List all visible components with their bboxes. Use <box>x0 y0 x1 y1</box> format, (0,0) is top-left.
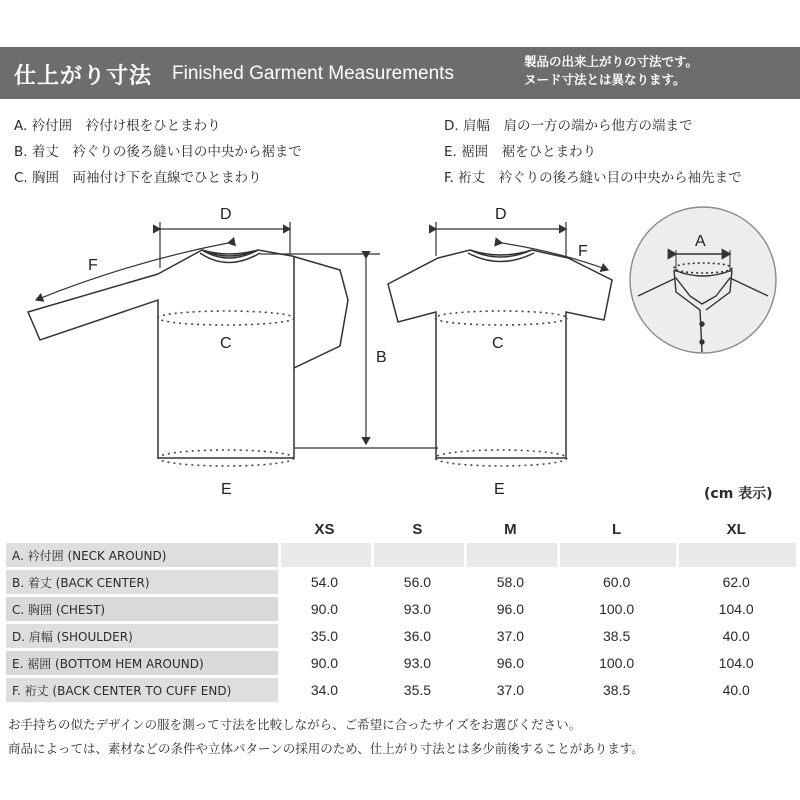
page-title-jp: 仕上がり寸法 <box>14 64 153 89</box>
cell-value <box>557 543 677 567</box>
shirt-back-illustration <box>388 250 612 458</box>
definition-b: B. 着丈 衿ぐりの後ろ縫い目の中央から裾まで <box>14 144 302 160</box>
table-row <box>6 597 796 621</box>
row-label: C. 胸囲 (CHEST) <box>6 597 278 621</box>
row-label: D. 肩幅 (SHOULDER) <box>6 624 278 648</box>
size-header-s: S <box>412 520 423 538</box>
footer-note-line1: お手持ちの似たデザインの服を測って寸法を比較しながら、ご希望に合ったサイズをお選びください。 <box>8 717 582 732</box>
table-row <box>6 624 796 648</box>
row-label: B. 着丈 (BACK CENTER) <box>6 570 278 594</box>
cell-value: 100.0 <box>557 651 677 675</box>
label-e-front: E <box>221 481 232 498</box>
size-header-row <box>6 518 796 540</box>
row-label: F. 裄丈 (BACK CENTER TO CUFF END) <box>6 678 278 702</box>
cell-value: 58.0 <box>464 570 557 594</box>
footer-notes <box>8 713 644 761</box>
table-row <box>6 651 796 675</box>
definition-d: D. 肩幅 肩の一方の端から他方の端まで <box>444 118 693 134</box>
cell-value: 90.0 <box>278 651 371 675</box>
cell-value <box>278 543 371 567</box>
table-row <box>6 543 796 567</box>
definition-e: E. 裾囲 裾をひとまわり <box>444 144 597 160</box>
header-banner <box>0 47 800 99</box>
header-note-line1: 製品の出来上がりの寸法です。 <box>524 54 699 69</box>
cell-value: 62.0 <box>676 570 796 594</box>
unit-label: (cm 表示) <box>704 486 773 502</box>
header-note-line2: ヌード寸法とは異なります。 <box>524 72 686 87</box>
label-d-back: D <box>495 206 507 223</box>
size-header-xl: XL <box>726 520 746 538</box>
cell-value: 60.0 <box>557 570 677 594</box>
definition-f: F. 裄丈 衿ぐりの後ろ縫い目の中央から袖先まで <box>444 170 742 186</box>
cell-value: 104.0 <box>676 597 796 621</box>
cell-value: 104.0 <box>676 651 796 675</box>
definition-c: C. 胸囲 両袖付け下を直線でひとまわり <box>14 170 262 186</box>
label-f-front: F <box>88 257 98 274</box>
label-b: B <box>376 349 387 366</box>
label-c-front: C <box>220 335 232 352</box>
size-header-blank <box>6 518 278 540</box>
definitions-left <box>14 113 302 191</box>
definitions-right <box>444 113 742 191</box>
cell-value: 35.0 <box>278 624 371 648</box>
cell-value: 37.0 <box>464 678 557 702</box>
row-label: A. 衿付囲 (NECK AROUND) <box>6 543 278 567</box>
cell-value: 34.0 <box>278 678 371 702</box>
cell-value: 96.0 <box>464 651 557 675</box>
cell-value <box>371 543 464 567</box>
page-title-en: Finished Garment Measurements <box>172 63 454 84</box>
size-header-l: L <box>612 520 622 538</box>
cell-value: 93.0 <box>371 651 464 675</box>
size-header-xs: XS <box>314 520 335 538</box>
label-f-back: F <box>578 243 588 260</box>
header-note <box>524 53 794 89</box>
cell-value: 96.0 <box>464 597 557 621</box>
cell-value: 54.0 <box>278 570 371 594</box>
cell-value: 38.5 <box>557 624 677 648</box>
table-row <box>6 570 796 594</box>
cell-value: 56.0 <box>371 570 464 594</box>
cell-value: 38.5 <box>557 678 677 702</box>
cell-value: 37.0 <box>464 624 557 648</box>
collar-detail-illustration <box>630 207 776 353</box>
cell-value: 100.0 <box>557 597 677 621</box>
size-table <box>6 515 796 705</box>
cell-value: 40.0 <box>676 678 796 702</box>
cell-value: 93.0 <box>371 597 464 621</box>
cell-value <box>676 543 796 567</box>
label-e-back: E <box>494 481 505 498</box>
table-row <box>6 678 796 702</box>
label-a: A <box>695 233 706 250</box>
row-label: E. 裾囲 (BOTTOM HEM AROUND) <box>6 651 278 675</box>
cell-value: 35.5 <box>371 678 464 702</box>
definition-a: A. 衿付囲 衿付け根をひとまわり <box>14 118 221 134</box>
cell-value <box>464 543 557 567</box>
footer-note-line2: 商品によっては、素材などの条件や立体パターンの採用のため、仕上がり寸法とは多少前後することがあります。 <box>8 741 644 756</box>
cell-value: 40.0 <box>676 624 796 648</box>
label-d-front: D <box>220 206 232 223</box>
measurement-diagram <box>0 190 800 500</box>
size-header-m: M <box>504 520 517 538</box>
cell-value: 36.0 <box>371 624 464 648</box>
shirt-front-illustration <box>28 250 348 458</box>
cell-value: 90.0 <box>278 597 371 621</box>
label-c-back: C <box>492 335 504 352</box>
